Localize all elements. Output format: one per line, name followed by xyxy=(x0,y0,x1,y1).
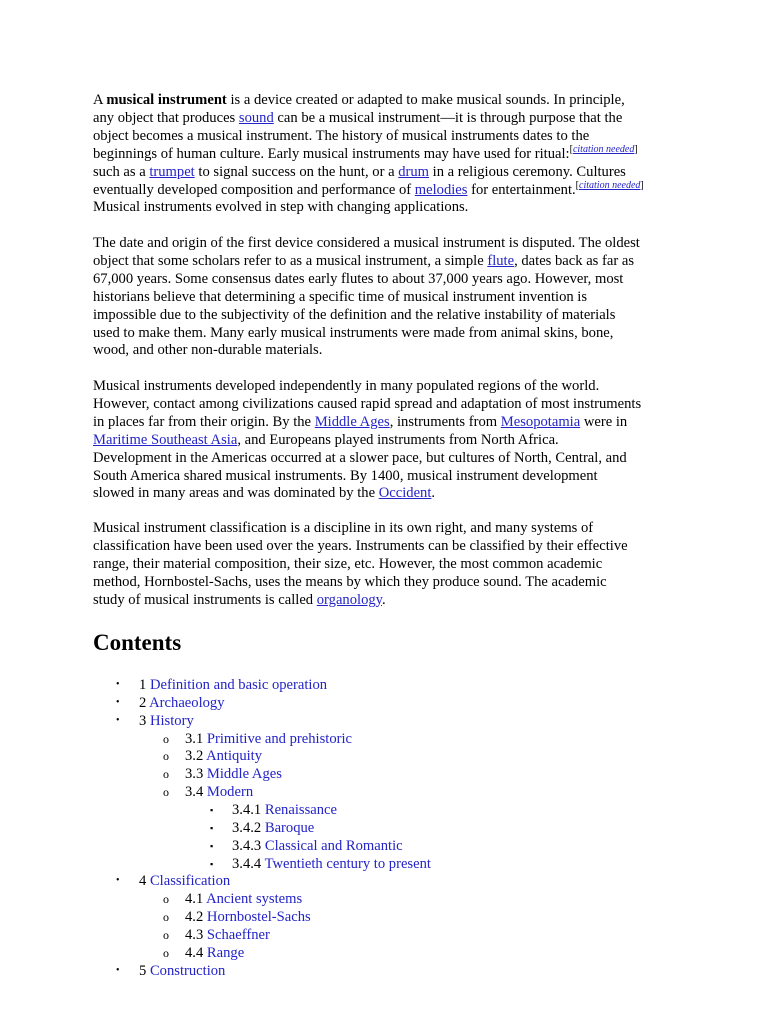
toc-number: 3.4 xyxy=(185,784,204,801)
paragraph-line xyxy=(93,556,685,574)
toc-link-middle-ages[interactable]: Middle Ages xyxy=(206,766,282,783)
text-run: method, Hornbostel-Sachs, uses the means by which they produce sound. The academic xyxy=(93,573,607,590)
toc-entry xyxy=(185,944,244,962)
paragraph-line xyxy=(93,574,685,592)
text-run: slowed in many areas and was dominated by the xyxy=(93,485,379,502)
toc-bullet-icon: ▪ xyxy=(210,840,214,851)
toc-entry xyxy=(232,801,337,819)
toc-number: 1 xyxy=(139,677,147,693)
toc-link-modern[interactable]: Modern xyxy=(206,784,254,801)
toc-number: 4 xyxy=(139,873,147,890)
text-run: were in xyxy=(580,413,628,430)
toc-bullet-icon: ▪ xyxy=(210,822,214,833)
toc-entry xyxy=(139,962,225,980)
citation-needed-link[interactable]: citation needed xyxy=(579,179,641,191)
paragraph-line xyxy=(93,396,685,414)
text-run: beginnings of human culture. Early musical instruments may have used for ritual: xyxy=(93,145,570,162)
toc-link-ancient-systems[interactable]: Ancient systems xyxy=(206,891,303,908)
citation-needed-link[interactable]: citation needed xyxy=(572,143,635,155)
intro-paragraph xyxy=(93,92,685,217)
text-run: Musical instruments developed independently in many populated regions of the world. xyxy=(93,378,600,394)
paragraph-line xyxy=(93,92,685,110)
citation-needed-note: [citation needed] xyxy=(569,143,638,155)
paragraph-line xyxy=(93,538,685,556)
text-run: However, contact among civilizations caused rapid spread and adaptation of most instruments xyxy=(93,395,642,412)
toc-entry xyxy=(139,712,194,730)
development-paragraph xyxy=(93,378,685,503)
paragraph-line xyxy=(93,235,685,253)
toc-link-twentieth-century-to-present[interactable]: Twentieth century to present xyxy=(264,855,431,872)
text-run: can be a musical instrument—it is through purpose that the xyxy=(273,109,623,126)
text-run: historians believe that determining a specific time of musical instrument invention is xyxy=(93,288,588,305)
paragraph-line xyxy=(93,110,685,128)
toc-bullet-icon: o xyxy=(163,767,169,782)
text-run: for entertainment. xyxy=(467,181,576,198)
text-run: any object that produces xyxy=(93,109,239,126)
toc-number: 3.4.3 xyxy=(232,837,262,854)
paragraph-line xyxy=(93,468,685,486)
toc-bullet-icon: o xyxy=(163,892,169,907)
toc-link-renaissance[interactable]: Renaissance xyxy=(264,801,337,818)
toc-entry xyxy=(185,730,352,748)
text-run: , dates back as far as xyxy=(514,252,635,269)
text-run: The date and origin of the first device considered a musical instrument is disputed. The oldest xyxy=(93,235,640,251)
classification-paragraph xyxy=(93,520,685,610)
toc-entry xyxy=(232,837,403,855)
text-run: such as a xyxy=(93,163,150,180)
text-run: eventually developed composition and performance of xyxy=(93,181,415,198)
text-run: , and Europeans played instruments from North Africa. xyxy=(237,431,559,448)
toc-link-definition-and-basic-operation[interactable]: Definition and basic operation xyxy=(149,677,328,693)
toc-entry xyxy=(139,694,225,712)
text-run: impossible due to the subjectivity of the definition and the relative instability of materials xyxy=(93,306,616,323)
text-run: study of musical instruments is called xyxy=(93,591,317,608)
toc-bullet-icon: o xyxy=(163,927,169,942)
paragraph-line xyxy=(93,307,685,325)
toc-bullet-icon: • xyxy=(116,714,120,726)
paragraph-line xyxy=(93,289,685,307)
link-trumpet[interactable]: trumpet xyxy=(149,163,195,180)
toc-link-classical-and-romantic[interactable]: Classical and Romantic xyxy=(264,837,403,854)
text-run: Musical instruments evolved in step with changing applications. xyxy=(93,199,469,216)
toc-link-range[interactable]: Range xyxy=(206,944,245,961)
link-organology[interactable]: organology xyxy=(316,591,383,608)
text-run: range, their material composition, their size, etc. However, the most common academic xyxy=(93,555,603,572)
text-run: wood, and other non-durable materials. xyxy=(93,342,323,359)
text-run: used to make them. Many early musical instruments were made from animal skins, bone, xyxy=(93,324,614,341)
paragraph-line xyxy=(93,432,685,450)
text-run: A xyxy=(93,92,107,108)
toc-link-archaeology[interactable]: Archaeology xyxy=(149,694,225,711)
citation-needed-note: [citation needed] xyxy=(575,179,644,191)
toc-bullet-icon: • xyxy=(116,964,120,976)
toc-number: 3.4.1 xyxy=(232,801,262,818)
paragraph-line xyxy=(93,199,685,217)
toc-link-classification[interactable]: Classification xyxy=(149,873,231,890)
paragraph-line xyxy=(93,450,685,468)
toc-bullet-icon: o xyxy=(163,749,169,764)
text-run: . xyxy=(431,485,436,502)
toc-entry xyxy=(185,908,311,926)
toc-link-baroque[interactable]: Baroque xyxy=(264,819,315,836)
text-run: object becomes a musical instrument. The history of musical instruments dates to the xyxy=(93,127,590,144)
link-melodies[interactable]: melodies xyxy=(414,181,468,198)
toc-bullet-icon: o xyxy=(163,731,169,746)
toc-entry xyxy=(139,872,230,890)
toc-bullet-icon: • xyxy=(116,696,120,708)
origin-paragraph xyxy=(93,235,685,360)
link-sound[interactable]: sound xyxy=(238,109,274,126)
toc-number: 3.1 xyxy=(185,730,204,747)
bold-term: musical instrument xyxy=(106,92,227,108)
link-flute[interactable]: flute xyxy=(487,252,515,269)
text-run: . xyxy=(382,591,386,608)
text-run: object that some scholars refer to as a musical instrument, a simple xyxy=(93,252,488,269)
toc-bullet-icon: o xyxy=(163,910,169,925)
toc-number: 3 xyxy=(139,712,147,729)
toc-number: 3.4.2 xyxy=(232,819,262,836)
link-drum[interactable]: drum xyxy=(398,163,430,180)
text-run: classification have been used over the years. Instruments can be classified by their effective xyxy=(93,537,628,554)
paragraph-line xyxy=(93,520,685,538)
toc-number: 4.1 xyxy=(185,891,204,908)
toc-number: 5 xyxy=(139,962,147,979)
link-occident[interactable]: Occident xyxy=(378,485,432,502)
paragraph-line xyxy=(93,592,685,610)
link-mesopotamia[interactable]: Mesopotamia xyxy=(500,413,581,430)
paragraph-line xyxy=(93,378,685,396)
text-run: is a device created or adapted to make musical sounds. In principle, xyxy=(226,92,625,108)
text-run: 67,000 years. Some consensus dates early flutes to about 37,000 years ago. However, most xyxy=(93,270,624,287)
toc-number: 4.4 xyxy=(185,944,204,961)
text-run: , instruments from xyxy=(389,413,501,430)
toc-bullet-icon: o xyxy=(163,945,169,960)
toc-number: 3.3 xyxy=(185,766,204,783)
toc-bullet-icon: o xyxy=(163,785,169,800)
text-run: to signal success on the hunt, or a xyxy=(194,163,399,180)
toc-number: 3.4.4 xyxy=(232,855,262,872)
text-run: Musical instrument classification is a discipline in its own right, and many systems of xyxy=(93,520,594,536)
text-run: Development in the Americas occurred at a slower pace, but cultures of North, Central, and xyxy=(93,449,627,466)
text-run: in a religious ceremony. Cultures xyxy=(429,163,626,180)
toc-bullet-icon: ▪ xyxy=(210,804,214,815)
paragraph-line xyxy=(93,485,685,503)
paragraph-line xyxy=(93,414,685,432)
toc-link-history[interactable]: History xyxy=(149,712,194,729)
toc-link-construction[interactable]: Construction xyxy=(149,962,226,979)
toc-entry xyxy=(185,747,262,765)
link-maritime-southeast-asia[interactable]: Maritime Southeast Asia xyxy=(93,431,238,448)
toc-entry xyxy=(185,783,253,801)
link-middle-ages[interactable]: Middle Ages xyxy=(314,413,390,430)
toc-link-schaeffner[interactable]: Schaeffner xyxy=(206,926,270,943)
text-run: South America shared musical instruments. By 1400, musical instrument development xyxy=(93,467,598,484)
toc-number: 4.3 xyxy=(185,926,204,943)
toc-entry xyxy=(185,890,302,908)
toc-bullet-icon: ▪ xyxy=(210,858,214,869)
paragraph-line xyxy=(93,179,685,200)
toc-entry xyxy=(232,855,431,873)
toc-bullet-icon: • xyxy=(116,875,120,887)
toc-entry xyxy=(232,819,314,837)
toc-number: 3.2 xyxy=(185,748,204,765)
paragraph-line xyxy=(93,143,685,164)
toc-entry xyxy=(139,676,327,694)
paragraph-line xyxy=(93,342,685,360)
text-run: in places far from their origin. By the xyxy=(93,413,315,430)
paragraph-line xyxy=(93,253,685,271)
toc-number: 2 xyxy=(139,694,147,711)
toc-entry xyxy=(185,765,282,783)
paragraph-line xyxy=(93,271,685,289)
toc-number: 4.2 xyxy=(185,909,204,926)
toc-link-hornbostel-sachs[interactable]: Hornbostel-Sachs xyxy=(206,909,311,926)
contents-heading: Contents xyxy=(93,630,182,655)
toc-bullet-icon: • xyxy=(116,679,120,690)
paragraph-line xyxy=(93,325,685,343)
toc-link-antiquity[interactable]: Antiquity xyxy=(206,748,263,765)
toc-link-primitive-and-prehistoric[interactable]: Primitive and prehistoric xyxy=(206,730,353,747)
toc-entry xyxy=(185,926,270,944)
